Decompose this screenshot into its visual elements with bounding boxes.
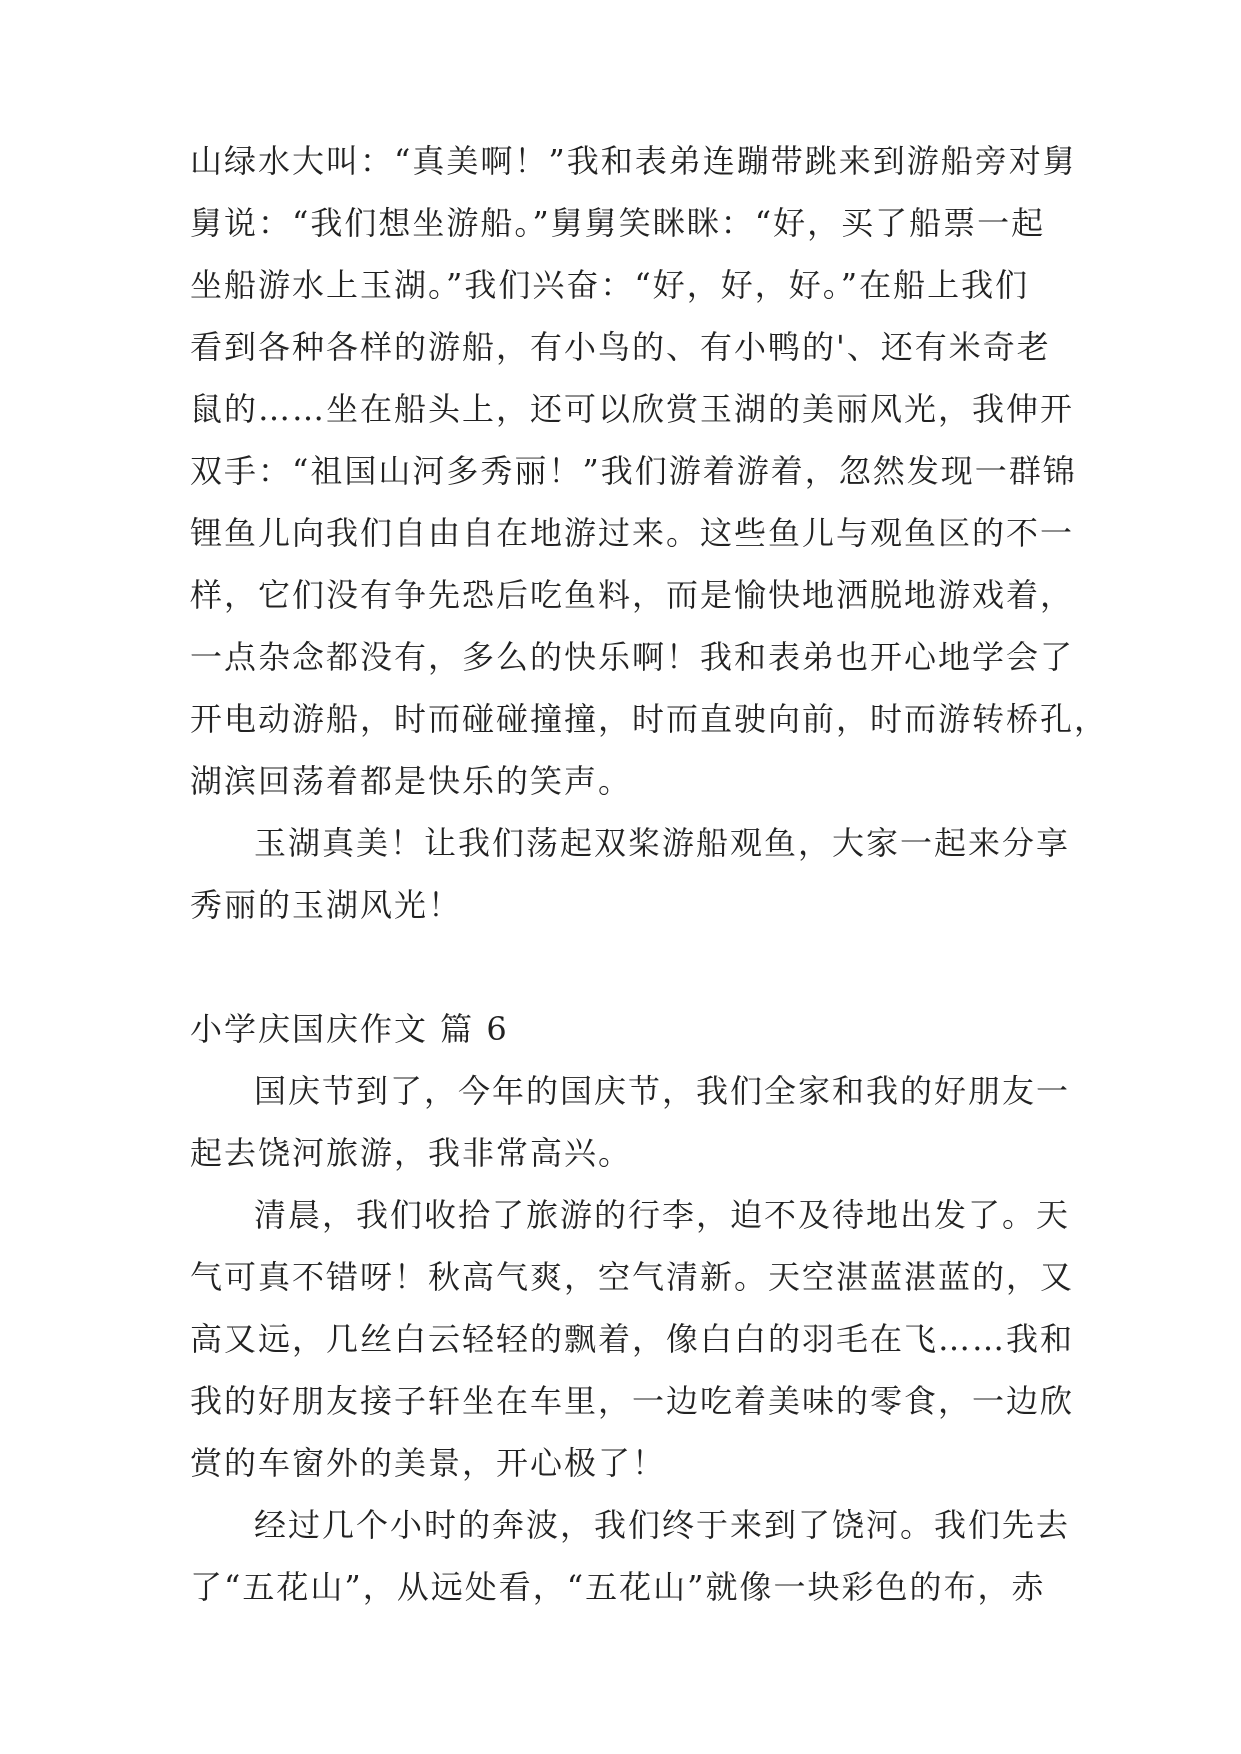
text-line: 清晨，我们收拾了旅游的行李，迫不及待地出发了。天 — [254, 1196, 1071, 1234]
paragraph-2 — [190, 812, 1071, 936]
text-line: 看到各种各样的游船，有小鸟的、有小鸭的'、还有米奇老 — [190, 328, 1051, 366]
paragraph-5 — [190, 1494, 1071, 1618]
text-line: 玉湖真美！让我们荡起双桨游船观鱼，大家一起来分享 — [254, 824, 1071, 862]
text-line: 开电动游船，时而碰碰撞撞，时而直驶向前，时而游转桥孔， — [190, 700, 1109, 738]
text-line: 气可真不错呀！秋高气爽，空气清新。天空湛蓝湛蓝的，又 — [190, 1258, 1075, 1296]
text-line: 舅说：“我们想坐游船。”舅舅笑眯眯：“好，买了船票一起 — [190, 204, 1046, 242]
text-line: 山绿水大叫：“真美啊！”我和表弟连蹦带跳来到游船旁对舅 — [190, 142, 1077, 180]
section-heading: 小学庆国庆作文 篇 6 — [190, 1010, 509, 1048]
text-line: 锂鱼儿向我们自由自在地游过来。这些鱼儿与观鱼区的不一 — [190, 514, 1075, 552]
text-line: 一点杂念都没有，多么的快乐啊！我和表弟也开心地学会了 — [190, 638, 1075, 676]
text-line: 了“五花山”，从远处看，“五花山”就像一块彩色的布，赤 — [190, 1568, 1046, 1606]
text-line: 坐船游水上玉湖。”我们兴奋：“好，好，好。”在船上我们 — [190, 266, 1030, 304]
text-line: 湖滨回荡着都是快乐的笑声。 — [190, 762, 633, 800]
text-line: 起去饶河旅游，我非常高兴。 — [190, 1134, 633, 1172]
text-line: 高又远，几丝白云轻轻的飘着，像白白的羽毛在飞……我和 — [190, 1320, 1075, 1358]
section-gap — [190, 936, 1060, 998]
text-line: 我的好朋友接子轩坐在车里，一边吃着美味的零食，一边欣 — [190, 1382, 1075, 1420]
text-line: 秀丽的玉湖风光！ — [190, 886, 463, 924]
text-line: 经过几个小时的奔波，我们终于来到了饶河。我们先去 — [254, 1506, 1071, 1544]
document-page — [190, 130, 1109, 1618]
text-line: 赏的车窗外的美景，开心极了！ — [190, 1444, 667, 1482]
paragraph-4 — [190, 1184, 1075, 1494]
text-line: 样，它们没有争先恐后吃鱼料，而是愉快地洒脱地游戏着， — [190, 576, 1075, 614]
paragraph-3 — [190, 1060, 1071, 1184]
text-line: 鼠的……坐在船头上，还可以欣赏玉湖的美丽风光，我伸开 — [190, 390, 1075, 428]
text-line: 国庆节到了，今年的国庆节，我们全家和我的好朋友一 — [254, 1072, 1071, 1110]
text-line: 双手：“祖国山河多秀丽！”我们游着游着，忽然发现一群锦 — [190, 452, 1077, 490]
paragraph-1 — [190, 130, 1109, 812]
